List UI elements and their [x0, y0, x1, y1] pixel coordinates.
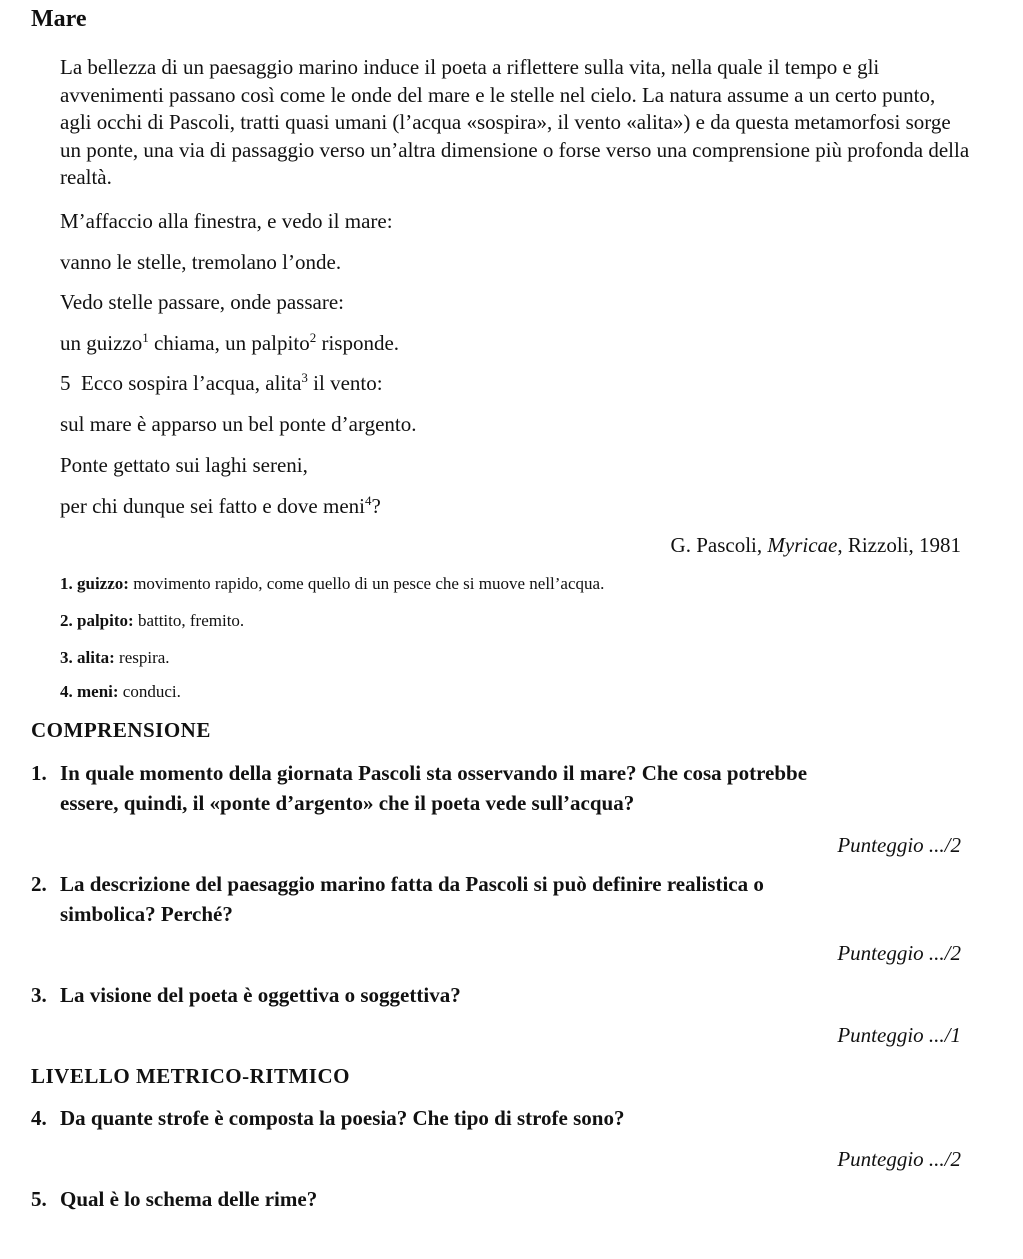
poem-line: per chi dunque sei fatto e dove meni$^4$? — [60, 493, 381, 518]
question-3: 3. La visione del poeta è oggettiva o soggettiva? — [31, 983, 461, 1007]
score-label: Punteggio .../1 — [837, 1023, 961, 1047]
section-heading-livello: LIVELLO METRICO-RITMICO — [31, 1064, 350, 1088]
footnote: 2. palpito: battito, fremito. — [60, 611, 245, 630]
question-2: 2. La descrizione del paesaggio marino fatta da Pascoli si può definire realistica o simbolica? Perché? — [31, 872, 764, 926]
footnote-ref: 2 — [309, 330, 317, 345]
poem-line: M’affaccio alla finestra, e vedo il mare: — [60, 209, 393, 233]
question-5: 5. Qual è lo schema delle rime? — [31, 1187, 318, 1211]
footnote: 4. meni: conduci. — [60, 682, 181, 701]
footnote: 3. alita: respira. — [60, 648, 170, 667]
intro-paragraph: La bellezza di un paesaggio marino induce il poeta a riflettere sulla vita, nella quale il tempo e gli avvenimenti passano così come le onde del mare e le stelle nel cielo. La natura assume a un certo punto, agli occhi di Pascoli, tratti quasi umani (l’acqua «sospira», il vento «alita») e da questa metamorfosi sorge un ponte, una via di passaggio verso un’altra dimensione o forse verso una comprensione più profonda della realtà. — [60, 55, 970, 189]
line-number: 5 — [60, 371, 71, 395]
poem-line: 5 Ecco sospira l’acqua, alita$^3$ il vento: — [60, 370, 383, 395]
citation: G. Pascoli, Myricae, Rizzoli, 1981 — [670, 533, 961, 557]
section-heading-comprensione: COMPRENSIONE — [31, 718, 211, 742]
footnote: 1. guizzo: movimento rapido, come quello di un pesce che si muove nell’acqua. — [60, 574, 605, 593]
score-label: Punteggio .../2 — [837, 833, 961, 857]
poem-line: Vedo stelle passare, onde passare: — [60, 290, 344, 314]
footnote-ref: 4 — [364, 493, 372, 508]
poem-line: un guizzo$^1$ chiama, un palpito$^2$ risponde. — [60, 330, 400, 355]
question-1: 1. In quale momento della giornata Pascoli sta osservando il mare? Che cosa potrebbe essere, quindi, il «ponte d’argento» che il poeta vede sull’acqua? — [31, 761, 808, 815]
poem-line: sul mare è apparso un bel ponte d’argento. — [60, 412, 417, 436]
footnote-ref: 1 — [142, 330, 149, 345]
score-label: Punteggio .../2 — [837, 941, 961, 965]
page-title: Mare — [31, 6, 87, 32]
poem-line: Ponte gettato sui laghi sereni, — [60, 453, 308, 477]
score-label: Punteggio .../2 — [837, 1147, 961, 1171]
footnote-ref: 3 — [301, 370, 308, 385]
poem-line: vanno le stelle, tremolano l’onde. — [60, 250, 342, 274]
question-4: 4. Da quante strofe è composta la poesia? Che tipo di strofe sono? — [31, 1106, 625, 1130]
